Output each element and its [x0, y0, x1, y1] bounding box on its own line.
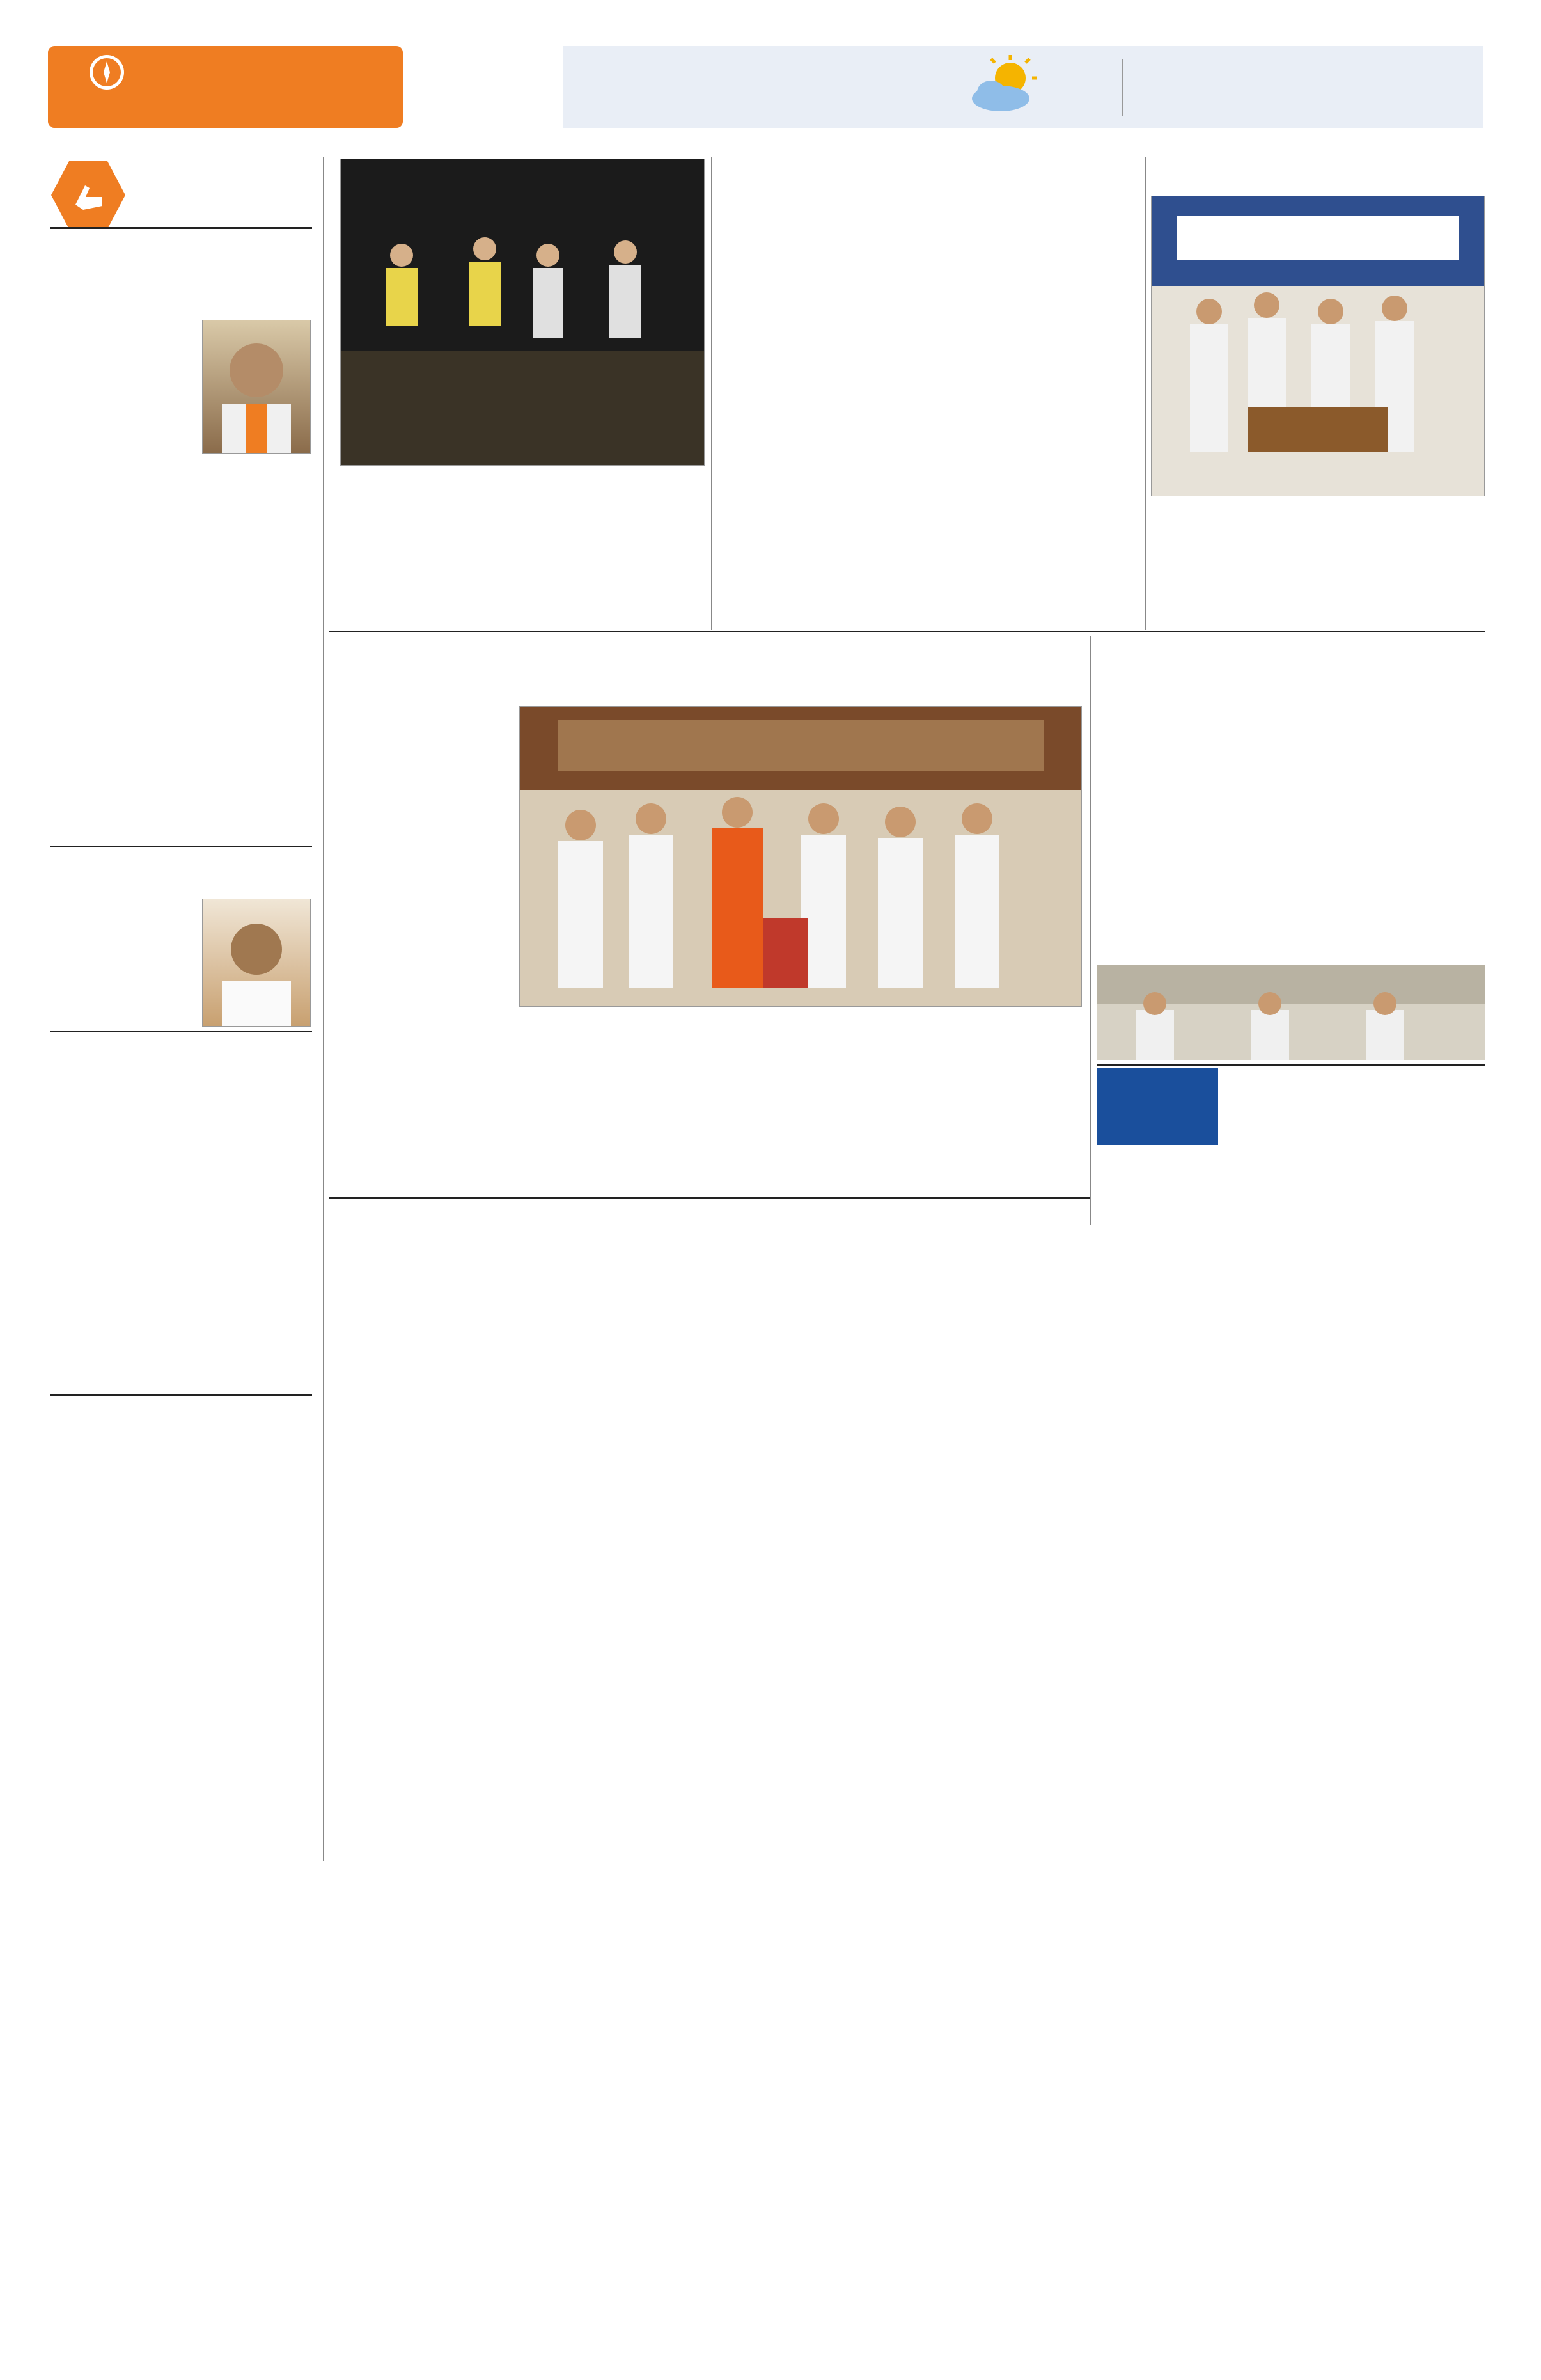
main-col-3	[519, 1011, 794, 1196]
sanskriti-title	[339, 1202, 1087, 1237]
photo-caption	[1151, 501, 1485, 629]
s3-title	[50, 1034, 312, 1063]
divider	[50, 1394, 312, 1396]
divider	[1097, 1064, 1485, 1066]
main-col-1	[339, 706, 512, 975]
besige-col-1	[1097, 674, 1282, 962]
column-rule	[711, 157, 712, 630]
day-label	[1317, 59, 1471, 81]
masthead	[0, 0, 1541, 154]
logo-emblem-icon	[90, 55, 124, 90]
divider	[50, 846, 312, 847]
s4-title	[50, 1398, 312, 1457]
news-photo-ceremony	[519, 706, 1082, 1007]
news-photo-meeting	[1097, 965, 1485, 1060]
s4-text	[50, 1461, 312, 1861]
bhitti-text	[717, 189, 1136, 548]
kirusuddi-label	[128, 178, 307, 214]
bhitti-title	[717, 154, 1136, 188]
divider	[50, 227, 312, 229]
temp-divider	[1122, 59, 1123, 116]
portrait-photo	[202, 899, 311, 1027]
page-number	[249, 102, 377, 141]
column-rule	[323, 157, 324, 1861]
s2-text	[50, 883, 198, 1030]
nale-sabhe-label	[1101, 1073, 1214, 1140]
min-temp-label	[1129, 56, 1186, 73]
divider	[329, 631, 1485, 632]
column-rule	[1145, 157, 1146, 630]
divider	[50, 1031, 312, 1032]
photo-caption	[340, 468, 705, 622]
logo-name	[131, 50, 400, 95]
column-rule	[1090, 636, 1091, 1225]
s3-text	[50, 1066, 312, 1392]
s1-text-cont	[50, 462, 312, 846]
bhitti-text-cont	[717, 550, 1136, 627]
besige-title	[1097, 636, 1485, 672]
pullout-label	[1279, 134, 1471, 152]
news-photo-college	[1151, 196, 1485, 496]
s1-text	[50, 296, 198, 462]
date-label	[1279, 84, 1471, 106]
s1-title	[50, 232, 312, 290]
sanskriti-col-2	[526, 1240, 705, 1476]
kirusuddi-badge	[50, 160, 127, 230]
divider	[329, 1197, 1090, 1199]
news-photo-night	[340, 159, 705, 466]
sanskriti-col-1	[339, 1240, 518, 1476]
nale-sabhe-text	[1224, 1068, 1485, 1222]
main-story-title	[339, 633, 1087, 704]
portrait-photo	[202, 320, 311, 454]
section-title	[601, 51, 959, 122]
main-col-2	[339, 977, 512, 1195]
main-col-4	[804, 1011, 1082, 1196]
max-temp-label	[1061, 56, 1119, 73]
min-temp-value	[1125, 74, 1183, 115]
sun-cloud-icon	[966, 54, 1042, 118]
besige-col-2	[1292, 674, 1485, 962]
s2-title	[50, 849, 312, 879]
max-temp-value	[1055, 74, 1113, 115]
